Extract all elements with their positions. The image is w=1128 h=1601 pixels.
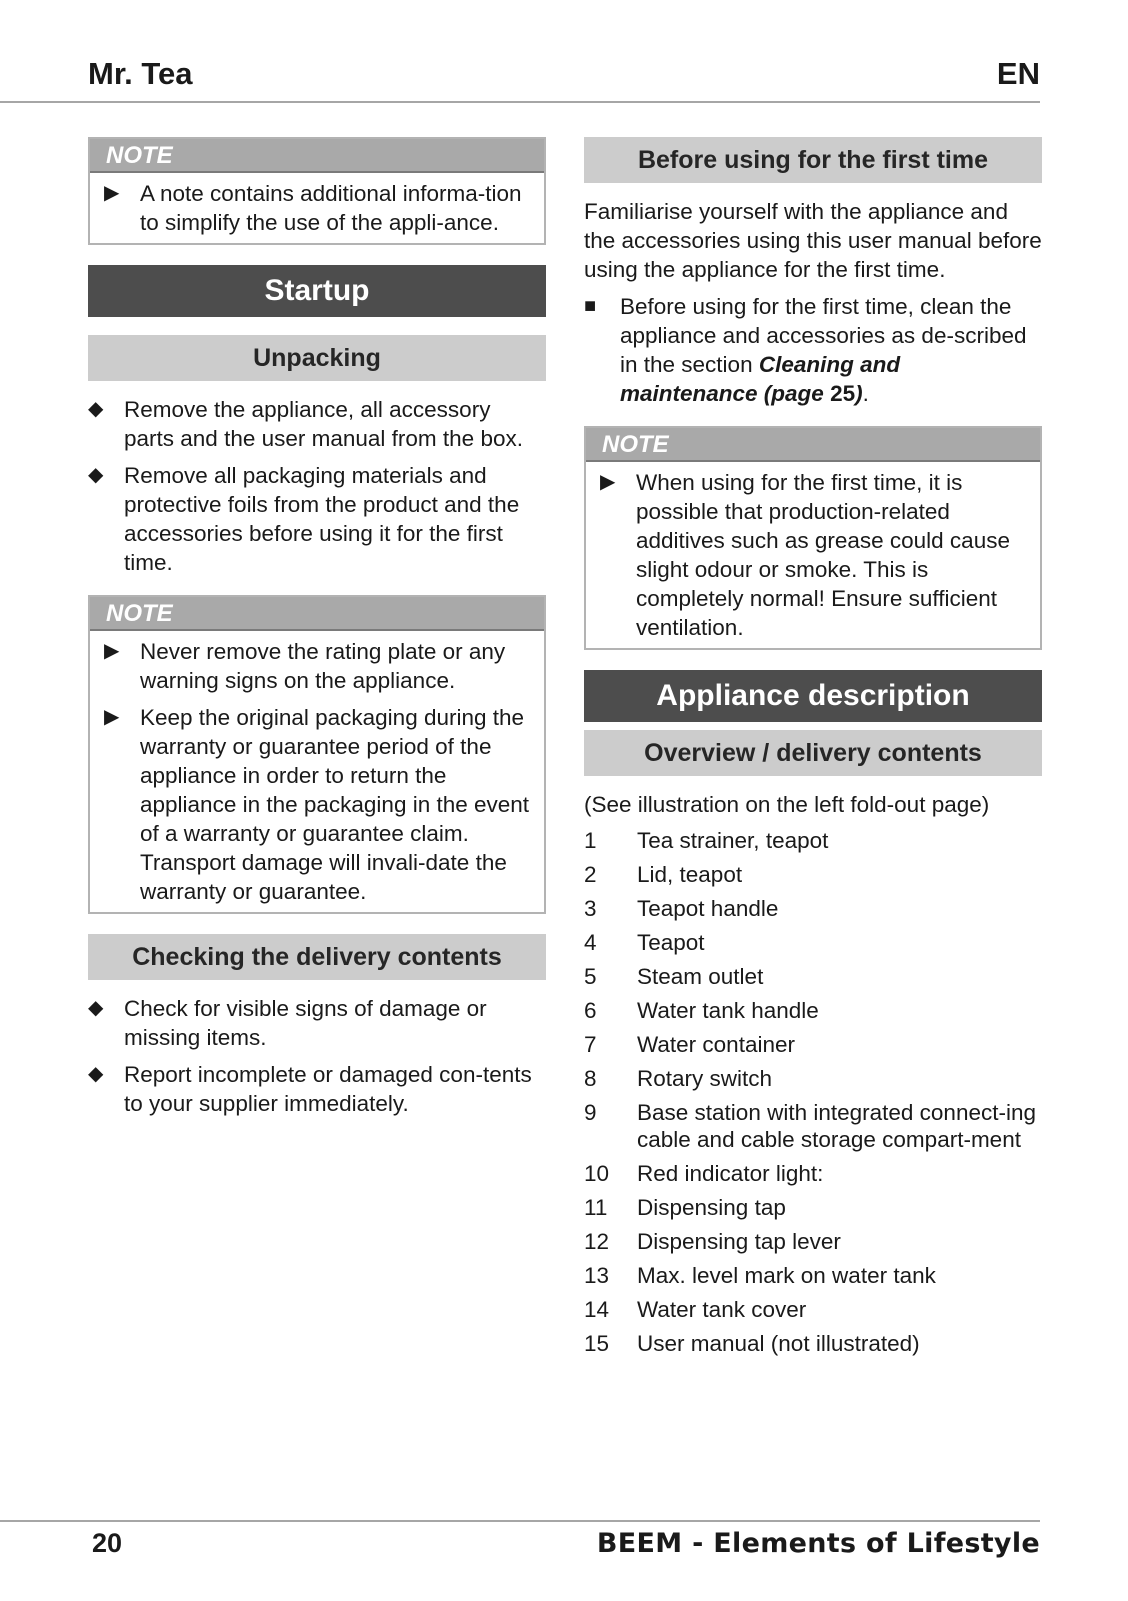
- page-header: [0, 0, 1128, 104]
- checking-list: [88, 994, 546, 1118]
- list-item: 12 Dispensing tap lever: [584, 1229, 841, 1254]
- list-item: 4 Teapot: [584, 930, 705, 955]
- list-item: 10 Red indicator light:: [584, 1161, 824, 1186]
- list-item: ◆ Remove the appliance, all accessory parts and the user manual from the box.: [88, 397, 523, 451]
- list-item: 13 Max. level mark on water tank: [584, 1263, 936, 1288]
- square-bullet-icon: ■: [584, 295, 597, 317]
- cross-reference: Cleaning and maintenance (page 25): [620, 352, 901, 406]
- diamond-bullet-icon: ◆: [88, 398, 104, 420]
- page-number: 20: [92, 1528, 123, 1558]
- note-box-packaging: [88, 595, 546, 914]
- list-item: ■ Before using for the first time, clean the appliance and accessories as de-scribed in the section Cleaning and maintenance (page 25).: [584, 294, 1027, 406]
- list-item: 7 Water container: [584, 1032, 795, 1057]
- section-title-startup: Startup: [88, 265, 546, 317]
- first-time-paragraph: Familiarise yourself with the appliance and the accessories using this user manual before using the appliance for the first time.: [584, 199, 1042, 282]
- footer-divider: [0, 1520, 1040, 1522]
- list-item: 6 Water tank handle: [584, 998, 819, 1023]
- header-divider: [0, 101, 1040, 103]
- list-item: 9 Base station with integrated connect-ing cable and cable storage compart-ment: [584, 1100, 1036, 1152]
- list-item: 14 Water tank cover: [584, 1297, 807, 1322]
- subsection-title-first-time: Before using for the first time: [584, 137, 1042, 183]
- note-box-first-use: [584, 426, 1042, 650]
- list-item: 2 Lid, teapot: [584, 862, 743, 887]
- note-item: ▶ A note contains additional informa-tion to simplify the use of the appli-ance.: [104, 181, 522, 235]
- diamond-bullet-icon: ◆: [88, 997, 104, 1019]
- manual-title: Mr. Tea: [88, 56, 193, 91]
- list-item: 11 Dispensing tap: [584, 1195, 786, 1220]
- list-item: ◆ Remove all packaging materials and protective foils from the product and the accessories before using it for the first time.: [88, 463, 520, 575]
- triangle-bullet-icon: ▶: [600, 471, 616, 493]
- subsection-title-overview: Overview / delivery contents: [584, 730, 1042, 776]
- list-item: 3 Teapot handle: [584, 896, 779, 921]
- first-time-list: [584, 292, 1042, 408]
- note-item: ▶ Keep the original packaging during the warranty or guarantee period of the appliance in order to return the appliance in the packaging in the event of a warranty or guarantee claim. Transport damage will invali-date the warranty or guarantee.: [104, 705, 530, 904]
- note-box-simplify: [88, 137, 546, 245]
- right-column: [584, 137, 1042, 1364]
- note-label: NOTE: [90, 597, 544, 631]
- note-item: ▶ When using for the first time, it is possible that production-related additives such as grease could cause slight odour or smoke. This is completely normal! Ensure sufficient ventilation.: [600, 470, 1010, 640]
- triangle-bullet-icon: ▶: [104, 640, 120, 662]
- note-item: ▶ Never remove the rating plate or any warning signs on the appliance.: [104, 639, 506, 693]
- unpacking-list: [88, 395, 546, 577]
- left-column: [88, 137, 546, 1136]
- list-item: 15 User manual (not illustrated): [584, 1331, 920, 1356]
- brand-tagline: BEEM - Elements of Lifestyle: [596, 1528, 1040, 1559]
- triangle-bullet-icon: ▶: [104, 706, 120, 728]
- note-label: NOTE: [586, 428, 1040, 462]
- triangle-bullet-icon: ▶: [104, 182, 120, 204]
- subsection-title-unpacking: Unpacking: [88, 335, 546, 381]
- overview-intro: (See illustration on the left fold-out page): [584, 792, 990, 817]
- list-item: 1 Tea strainer, teapot: [584, 828, 829, 853]
- diamond-bullet-icon: ◆: [88, 464, 104, 486]
- parts-list: [584, 827, 1042, 1357]
- list-item: 5 Steam outlet: [584, 964, 764, 989]
- language-code: EN: [996, 56, 1040, 91]
- list-item: ◆ Report incomplete or damaged con-tents to your supplier immediately.: [88, 1062, 532, 1116]
- subsection-title-checking: Checking the delivery contents: [88, 934, 546, 980]
- list-item: 8 Rotary switch: [584, 1066, 773, 1091]
- list-item: ◆ Check for visible signs of damage or missing items.: [88, 996, 487, 1050]
- note-label: NOTE: [90, 139, 544, 173]
- diamond-bullet-icon: ◆: [88, 1063, 104, 1085]
- section-title-appliance-description: Appliance description: [584, 670, 1042, 722]
